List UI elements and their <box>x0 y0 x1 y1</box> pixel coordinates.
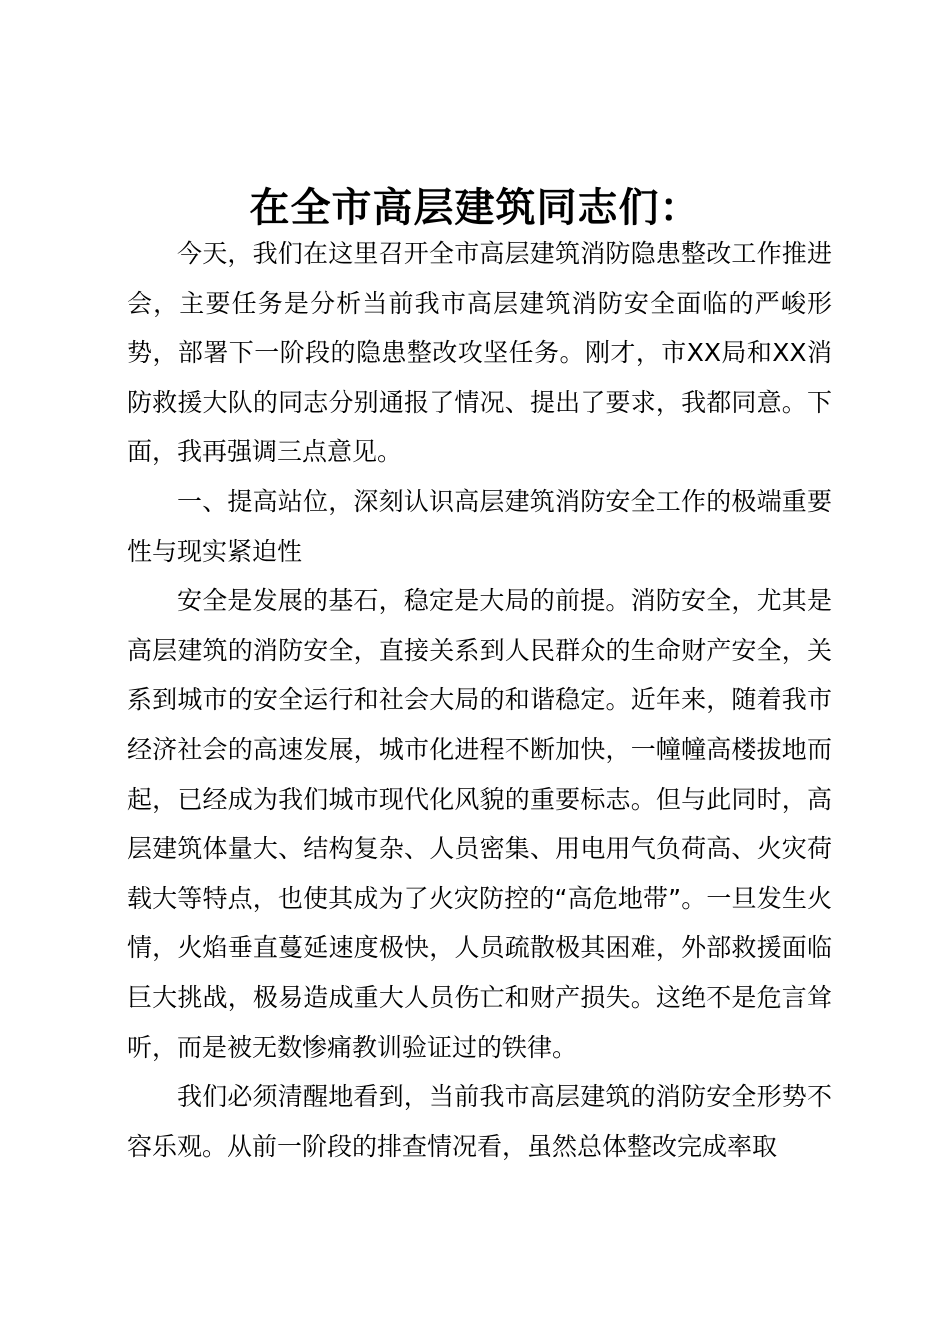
paragraph-opening: 今天，我们在这里召开全市高层建筑消防隐患整改工作推进会，主要任务是分析当前我市高层建筑消防安全面临的严峻形势，部署下一阶段的隐患整改攻坚任务。刚才，市XX局和XX消防救援大队的同志分别通报了情况、提出了要求，我都同意。下面，我再强调三点意见。 <box>127 239 832 467</box>
paragraph-situation: 我们必须清醒地看到，当前我市高层建筑的消防安全形势不容乐观。从前一阶段的排查情况看，虽然总体整改完成率取 <box>127 1082 832 1161</box>
document-title: 在全市高层建筑同志们： <box>249 185 701 231</box>
section-heading-1: 一、提高站位，深刻认识高层建筑消防安全工作的极端重要性与现实紧迫性 <box>127 486 832 566</box>
paragraph-safety: 安全是发展的基石，稳定是大局的前提。消防安全，尤其是高层建筑的消防安全，直接关系到人民群众的生命财产安全，关系到城市的安全运行和社会大局的和谐稳定。近年来，随着我市经济社会的高速发展，城市化进程不断加快，一幢幢高楼拔地而起，已经成为我们城市现代化风貌的重要标志。但与此同时，高层建筑体量大、结构复杂、人员密集、用电用气负荷高、火灾荷载大等特点，也使其成为了火灾防控的“高危地带”。一旦发生火情，火焰垂直蔓延速度极快，人员疏散极其困难，外部救援面临巨大挑战，极易造成重大人员伤亡和财产损失。这绝不是危言耸听，而是被无数惨痛教训验证过的铁律。 <box>127 586 832 1062</box>
document-body <box>127 229 832 1171</box>
